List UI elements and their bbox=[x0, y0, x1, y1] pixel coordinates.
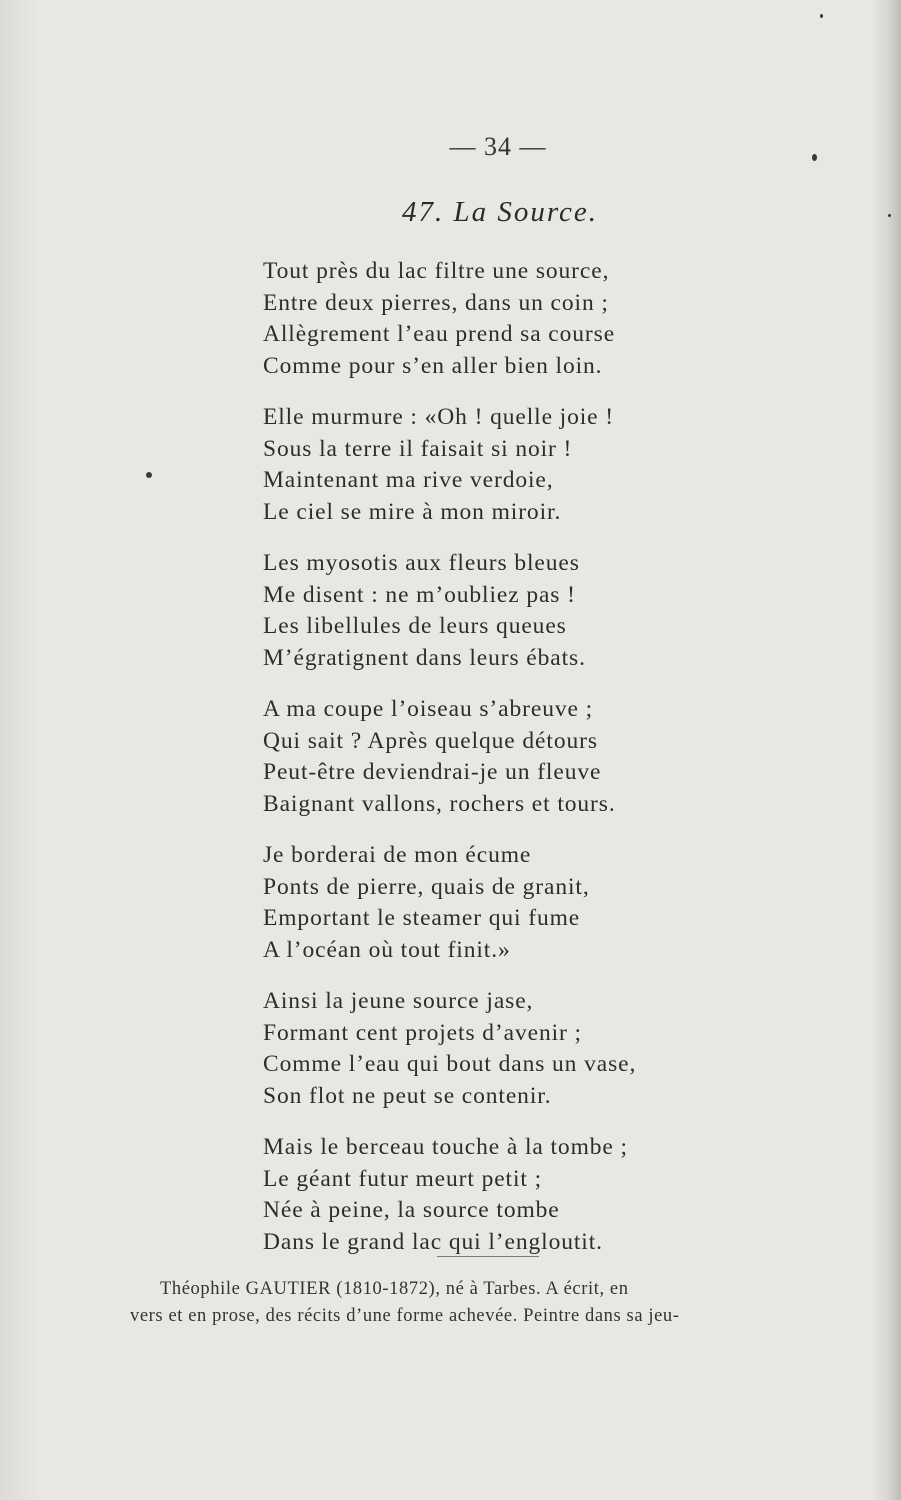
print-speck bbox=[146, 472, 152, 478]
poem-line: Les libellules de leurs queues bbox=[263, 613, 567, 639]
print-speck bbox=[820, 14, 823, 18]
poem-body bbox=[263, 256, 733, 1278]
print-speck bbox=[812, 154, 817, 161]
poem-line: Ponts de pierre, quais de granit, bbox=[263, 873, 590, 900]
poem-line: Son flot ne peut se contenir. bbox=[263, 1082, 552, 1109]
poem-line: Comme l’eau qui bout dans un vase, bbox=[263, 1051, 637, 1077]
poem-line: Comme pour s’en aller bien loin. bbox=[263, 352, 603, 379]
stanza-5 bbox=[263, 840, 733, 966]
stanza-2 bbox=[263, 402, 733, 528]
poem-line: Allègrement l’eau prend sa course bbox=[263, 321, 616, 347]
poem-line: Le géant futur meurt petit ; bbox=[263, 1165, 543, 1192]
stanza-3 bbox=[263, 548, 733, 674]
poem-line: Le ciel se mire à mon miroir. bbox=[263, 498, 562, 525]
poem-line: Me disent : ne m’oubliez pas ! bbox=[263, 581, 576, 608]
poem-line: Maintenant ma rive verdoie, bbox=[263, 467, 554, 493]
poem-line: Les myosotis aux fleurs bleues bbox=[263, 550, 580, 576]
poem-line: Emportant le steamer qui fume bbox=[263, 905, 581, 931]
stanza-6 bbox=[263, 986, 733, 1112]
poem-line: Je borderai de mon écume bbox=[263, 842, 532, 868]
poem-title: 47. La Source. bbox=[401, 196, 599, 228]
poem-line: Sous la terre il faisait si noir ! bbox=[263, 435, 573, 462]
poem-line: Née à peine, la source tombe bbox=[263, 1197, 560, 1223]
page-number: — 34 — bbox=[449, 132, 547, 161]
poem-line: Ainsi la jeune source jase, bbox=[263, 988, 534, 1014]
footnote-line: Théophile GAUTIER (1810-1872), né à Tarbes. A écrit, en bbox=[160, 1279, 629, 1299]
poem-line: Tout près du lac filtre une source, bbox=[263, 258, 610, 284]
poem-line: Qui sait ? Après quelque détours bbox=[263, 727, 598, 754]
footnote-divider bbox=[437, 1256, 539, 1257]
poem-line: Peut-être deviendrai-je un fleuve bbox=[263, 759, 602, 785]
poem-line: Elle murmure : «Oh ! quelle joie ! bbox=[263, 404, 615, 430]
poem-line: Entre deux pierres, dans un coin ; bbox=[263, 289, 609, 316]
poem-line: Baignant vallons, rochers et tours. bbox=[263, 790, 616, 817]
poem-line: A l’océan où tout finit.» bbox=[263, 936, 511, 963]
author-footnote bbox=[130, 1276, 850, 1330]
stanza-7 bbox=[263, 1132, 733, 1258]
poem-line: Mais le berceau touche à la tombe ; bbox=[263, 1134, 628, 1160]
stanza-4 bbox=[263, 694, 733, 820]
stanza-1 bbox=[263, 256, 733, 382]
poem-line: Formant cent projets d’avenir ; bbox=[263, 1019, 582, 1046]
poem-line: M’égratignent dans leurs ébats. bbox=[263, 644, 586, 671]
poem-line: Dans le grand lac qui l’engloutit. bbox=[263, 1228, 603, 1255]
print-speck bbox=[888, 214, 891, 217]
footnote-line: vers et en prose, des récits d’une forme achevée. Peintre dans sa jeu- bbox=[130, 1306, 680, 1326]
poem-line: A ma coupe l’oiseau s’abreuve ; bbox=[263, 696, 594, 722]
